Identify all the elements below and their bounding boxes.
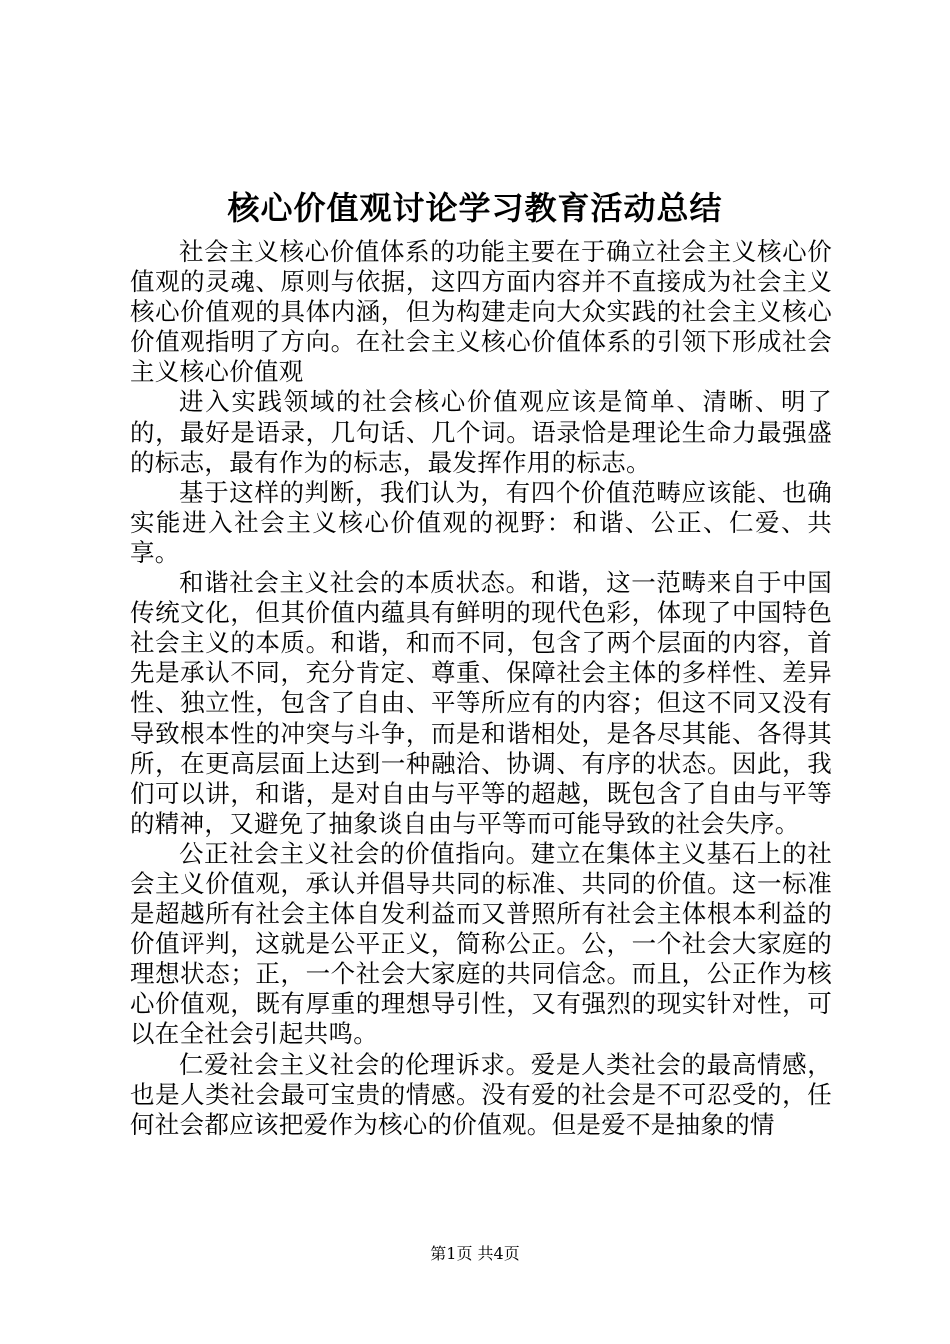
page-number-footer: 第1页 共4页 [430,1244,520,1263]
paragraph-4: 和谐社会主义社会的本质状态。和谐，这一范畴来自于中国传统文化，但其价值内蕴具有鲜明的现代色彩，体现了中国特色社会主义的本质。和谐，和而不同，包含了两个层面的内容，首先是承认不同，充分肯定、尊重、保障社会主体的多样性、差异性、独立性，包含了自由、平等所应有的内容；但这不同又没有导致根本性的冲突与斗争，而是和谐相处，是各尽其能、各得其所，在更高层面上达到一种融洽、协调、有序的状态。因此，我们可以讲，和谐，是对自由与平等的超越，既包含了自由与平等的精神，又避免了抽象谈自由与平等而可能导致的社会失序。 [130,568,832,838]
document-body [130,237,832,1140]
paragraph-5: 公正社会主义社会的价值指向。建立在集体主义基石上的社会主义价值观，承认并倡导共同的标准、共同的价值。这一标准是超越所有社会主体自发利益而又普照所有社会主体根本利益的价值评判，这就是公平正义，简称公正。公，一个社会大家庭的理想状态；正，一个社会大家庭的共同信念。而且，公正作为核心价值观，既有厚重的理想导引性，又有强烈的现实针对性，可以在全社会引起共鸣。 [130,838,832,1049]
paragraph-3: 基于这样的判断，我们认为，有四个价值范畴应该能、也确实能进入社会主义核心价值观的视野：和谐、公正、仁爱、共享。 [130,477,832,567]
document-title: 核心价值观讨论学习教育活动总结 [227,189,723,227]
paragraph-6: 仁爱社会主义社会的伦理诉求。爱是人类社会的最高情感，也是人类社会最可宝贵的情感。没有爱的社会是不可忍受的，任何社会都应该把爱作为核心的价值观。但是爱不是抽象的情 [130,1049,832,1139]
paragraph-1: 社会主义核心价值体系的功能主要在于确立社会主义核心价值观的灵魂、原则与依据，这四方面内容并不直接成为社会主义核心价值观的具体内涵，但为构建走向大众实践的社会主义核心价值观指明了方向。在社会主义核心价值体系的引领下形成社会主义核心价值观 [130,237,832,387]
paragraph-2: 进入实践领域的社会核心价值观应该是简单、清晰、明了的，最好是语录，几句话、几个词。语录恰是理论生命力最强盛的标志，最有作为的标志，最发挥作用的标志。 [130,387,832,477]
